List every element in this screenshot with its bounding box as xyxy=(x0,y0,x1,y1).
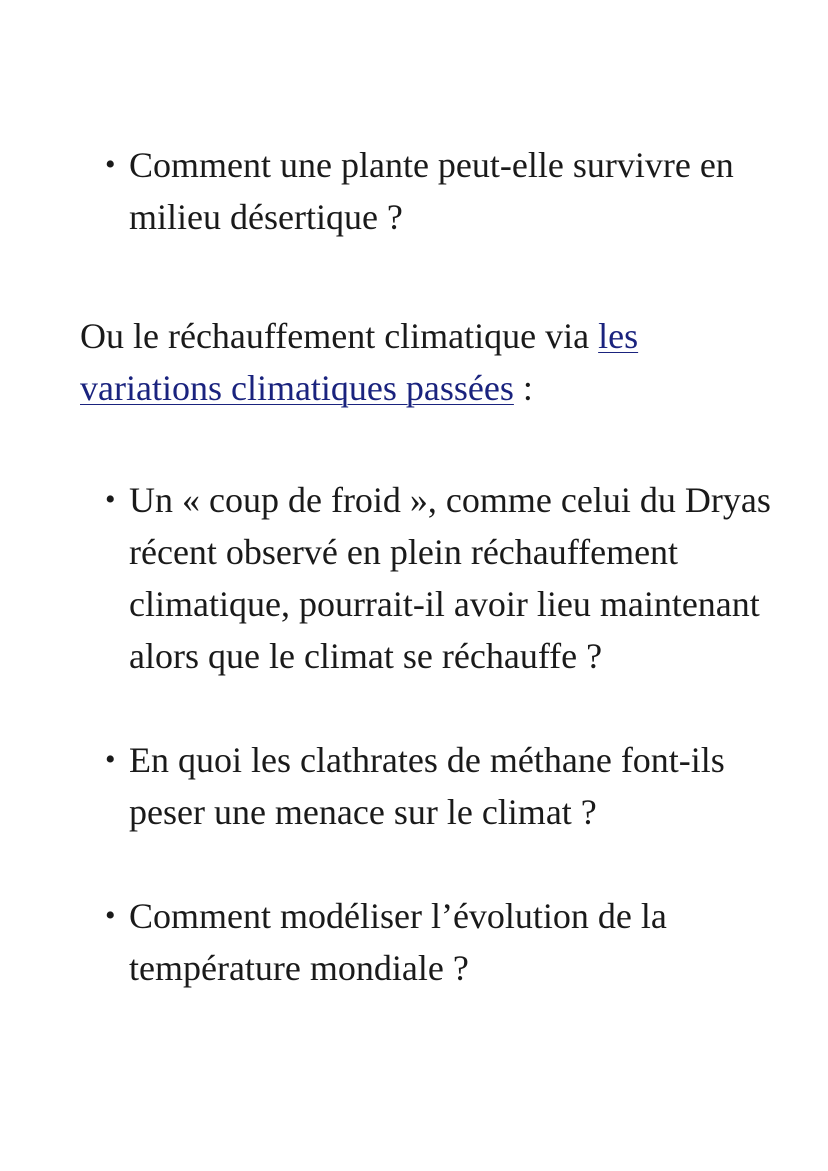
paragraph-text-after: : xyxy=(513,368,533,408)
bullet-icon: • xyxy=(105,483,116,516)
list-item-text: Comment modéliser l’évolution de la température mondiale ? xyxy=(129,896,667,988)
list-item xyxy=(105,890,785,994)
question-list-2 xyxy=(105,474,785,994)
question-list-1 xyxy=(105,139,785,243)
list-item xyxy=(105,139,785,243)
list-item-text: Un « coup de froid », comme celui du Dryas récent observé en plein réchauffement climatique, pourrait-il avoir lieu maintenant alors que le climat se réchauffe ? xyxy=(129,480,771,676)
intro-paragraph xyxy=(80,310,760,414)
list-item xyxy=(105,474,785,682)
bullet-icon: • xyxy=(105,743,116,776)
bullet-icon: • xyxy=(105,148,116,181)
list-item-text: Comment une plante peut-elle survivre en milieu désertique ? xyxy=(129,145,734,237)
paragraph-text-before: Ou le réchauffement climatique via xyxy=(80,316,599,356)
climate-variations-link[interactable]: les variations climatiques passées xyxy=(80,316,639,408)
bullet-icon: • xyxy=(105,899,116,932)
list-item-text: En quoi les clathrates de méthane font-ils peser une menace sur le climat ? xyxy=(129,740,725,832)
list-item xyxy=(105,734,785,838)
